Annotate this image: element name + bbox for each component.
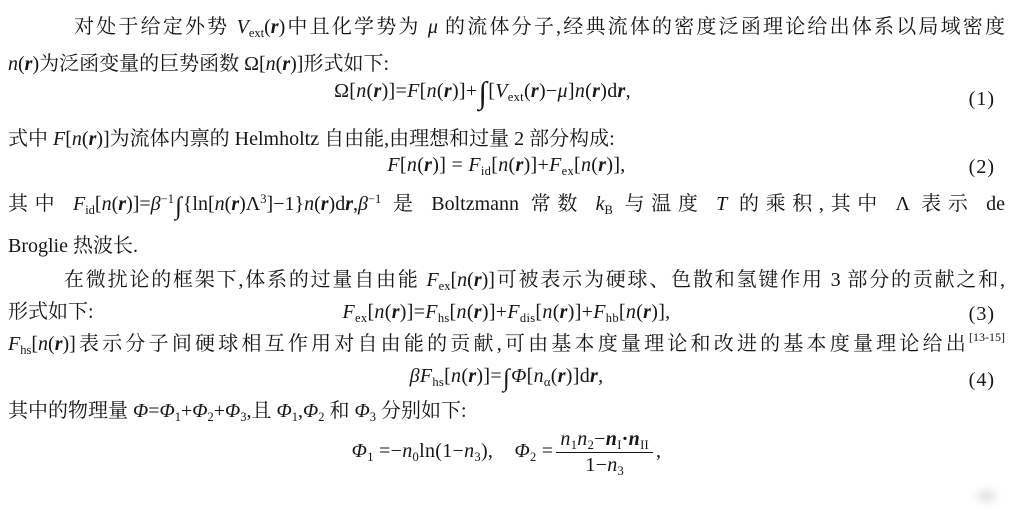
equation-1: $\Omega[n(r)]=F[n(r)]+\int[V_{ext}(r)-\mu]n(r)dr$,: [334, 75, 631, 110]
equation-2-row: [8, 152, 1005, 184]
paragraph-1-line-1: [8, 14, 1005, 40]
body-text: 式中 F[n(r)]为流体内禀的 Helmholtz 自由能,由理想和过量 2 部分构成:: [8, 128, 615, 150]
equation-1-number: (1): [968, 88, 995, 110]
body-text: Broglie 热波长.: [8, 235, 138, 257]
paragraph-3-line-2: [8, 233, 1005, 259]
paragraph-1-line-2: [8, 51, 1005, 77]
equation-3: $F_{ex}[n(r)]=F_{hs}[n(r)]+F_{dis}[n(r)]+F_{hb}[n(r)]$,: [342, 301, 671, 325]
body-text: 对处于给定外势 $V_{ext}(r)$中且化学势为 μ 的流体分子,经典流体的密度泛函理论给出体系以局域密度: [74, 16, 1006, 40]
scan-smudge: [972, 486, 1000, 506]
equation-phi: $\Phi_1 =-n_0\ln(1-n_3)$, $\Phi_2$ = $\frac{n_1n_2-n_I\cdot n_{II}}{1-n_3}$ ,: [351, 428, 662, 478]
equation-phi-row: [8, 428, 1005, 484]
equation-3-lead-text: 形式如下:: [8, 301, 94, 323]
body-text: n(r)为泛函变量的巨势函数 Ω[n(r)]形式如下:: [8, 53, 390, 75]
equation-2: $F[n(r)] = F_{id}[n(r)]+F_{ex}[n(r)]$,: [387, 154, 626, 178]
equation-3-row: [8, 299, 1005, 331]
equation-4-number: (4): [968, 369, 995, 391]
paragraph-6-line-1: [8, 398, 1005, 424]
equation-4: $\beta F_{hs}[n(r)]=\int\Phi[n_\alpha(r)]dr$,: [409, 365, 604, 392]
paragraph-3-line-1: [8, 191, 1006, 220]
paragraph-4-line-1: [8, 267, 1005, 293]
paragraph-5-line-1: [8, 331, 1005, 357]
body-text: 其中的物理量 $\Phi=\Phi_1+\Phi_2+\Phi_3$,且 $\Phi_1,\Phi_2$ 和 $\Phi_3$ 分别如下:: [8, 400, 467, 424]
equation-2-number: (2): [968, 156, 995, 178]
body-text: 其中 $F_{id}[n(r)]=\beta^{-1}\int\{\ln[n(r)\Lambda^3]-1\}n(r)dr,\beta^{-1}$ 是 Boltzmann 常数 $k_B$ 与温度 T 的乘积,其中 Λ 表示 de: [8, 192, 1006, 220]
equation-1-row: [8, 75, 1005, 120]
body-text: 在微扰论的框架下,体系的过量自由能 $F_{ex}[n(r)]$可被表示为硬球、色散和氢键作用 3 部分的贡献之和,: [64, 269, 1006, 293]
equation-4-row: [8, 363, 1005, 399]
paragraph-2-line-1: [8, 126, 1005, 152]
body-text: $F_{hs}[n(r)]$表示分子间硬球相互作用对自由能的贡献,可由基本度量理论和改进的基本度量理论给出[13-15]: [8, 330, 1005, 357]
equation-3-number: (3): [968, 303, 995, 325]
